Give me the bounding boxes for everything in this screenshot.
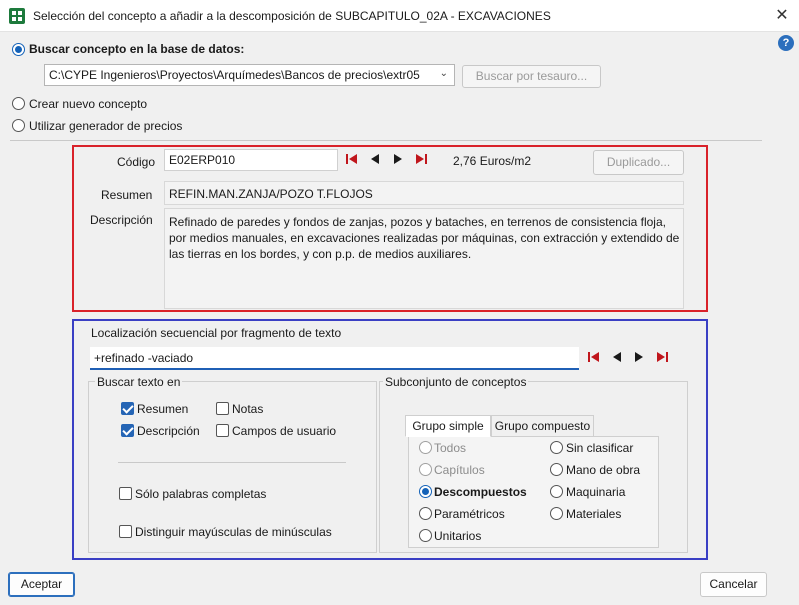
search-next-icon[interactable] (633, 351, 645, 363)
first-record-icon[interactable] (345, 153, 359, 165)
code-label: Código (117, 155, 156, 169)
search-last-icon[interactable] (655, 351, 669, 363)
resumen-label: Resumen (137, 402, 189, 416)
maquinaria-radio[interactable] (550, 485, 563, 498)
unitarios-radio[interactable] (419, 529, 432, 542)
tab-grupo-compuesto[interactable]: Grupo compuesto (491, 415, 594, 437)
next-record-icon[interactable] (392, 153, 404, 165)
chevron-down-icon: ⌄ (439, 68, 448, 79)
search-db-radio[interactable] (12, 43, 25, 56)
summary-field (164, 181, 684, 205)
parametricos-label: Paramétricos (434, 507, 505, 521)
descripcion-label: Descripción (137, 424, 200, 438)
description-label: Descripción (90, 213, 153, 227)
cancel-button[interactable]: Cancelar (700, 572, 767, 597)
divider (10, 140, 762, 141)
create-new-label: Crear nuevo concepto (29, 97, 148, 111)
description-value: Refinado de paredes y fondos de zanjas, pozos y bataches, en terrenos de consistencia floja, por medios manuales, en excavaciones realizadas por máquinas, con extracción y extendido de las tierras en los bordes, y con p.p. de medios auxiliares. (169, 215, 680, 261)
price-value: 2,76 Euros/m2 (453, 154, 532, 168)
search-section-label: Localización secuencial por fragmento de texto (91, 326, 342, 340)
app-icon (9, 8, 25, 24)
sin-clasificar-label: Sin clasificar (566, 441, 634, 455)
parametricos-radio[interactable] (419, 507, 432, 520)
search-in-label: Buscar texto en (97, 375, 181, 389)
materiales-radio[interactable] (550, 507, 563, 520)
match-case-label: Distinguir mayúsculas de minúsculas (135, 525, 332, 539)
unitarios-label: Unitarios (434, 529, 482, 543)
generator-radio[interactable] (12, 119, 25, 132)
notas-label: Notas (232, 402, 264, 416)
mano-obra-radio[interactable] (550, 463, 563, 476)
resumen-checkbox[interactable] (121, 402, 134, 415)
db-path-select[interactable] (44, 64, 455, 86)
last-record-icon[interactable] (414, 153, 428, 165)
db-path-value: C:\CYPE Ingenieros\Proyectos\Arquímedes\Bancos de precios\extr05 (49, 68, 420, 82)
window-title: Selección del concepto a añadir a la descomposición de SUBCAPITULO_02A - EXCAVACIONES (33, 9, 551, 23)
descompuestos-radio[interactable] (419, 485, 432, 498)
summary-label: Resumen (101, 188, 153, 202)
mano-obra-label: Mano de obra (566, 463, 641, 477)
search-db-label: Buscar concepto en la base de datos: (29, 42, 245, 56)
title-bar (0, 0, 799, 32)
descripcion-checkbox[interactable] (121, 424, 134, 437)
search-first-icon[interactable] (587, 351, 601, 363)
duplicate-button[interactable]: Duplicado... (593, 150, 684, 175)
search-text-value: +refinado -vaciado (94, 351, 194, 365)
thesaurus-button[interactable]: Buscar por tesauro... (462, 65, 601, 88)
campos-usuario-checkbox[interactable] (216, 424, 229, 437)
materiales-label: Materiales (566, 507, 622, 521)
todos-label: Todos (434, 441, 467, 455)
code-field[interactable] (164, 149, 338, 171)
create-new-radio[interactable] (12, 97, 25, 110)
maquinaria-label: Maquinaria (566, 485, 626, 499)
summary-value: REFIN.MAN.ZANJA/POZO T.FLOJOS (169, 187, 373, 201)
whole-words-checkbox[interactable] (119, 487, 132, 500)
tab-grupo-simple[interactable]: Grupo simple (405, 415, 491, 437)
generator-label: Utilizar generador de precios (29, 119, 183, 133)
match-case-checkbox[interactable] (119, 525, 132, 538)
todos-radio[interactable] (419, 441, 432, 454)
capitulos-label: Capítulos (434, 463, 485, 477)
notas-checkbox[interactable] (216, 402, 229, 415)
group-divider (118, 462, 346, 463)
description-field (164, 208, 684, 309)
close-icon[interactable]: ✕ (775, 7, 789, 24)
campos-usuario-label: Campos de usuario (232, 424, 337, 438)
sin-clasificar-radio[interactable] (550, 441, 563, 454)
search-previous-icon[interactable] (611, 351, 623, 363)
subset-label: Subconjunto de conceptos (385, 375, 527, 389)
accept-button[interactable]: Aceptar (8, 572, 75, 597)
code-value: E02ERP010 (169, 153, 236, 167)
search-text-input[interactable] (90, 347, 579, 370)
capitulos-radio[interactable] (419, 463, 432, 476)
descompuestos-label: Descompuestos (434, 485, 527, 499)
previous-record-icon[interactable] (369, 153, 381, 165)
whole-words-label: Sólo palabras completas (135, 487, 267, 501)
help-icon[interactable]: ? (778, 35, 794, 51)
